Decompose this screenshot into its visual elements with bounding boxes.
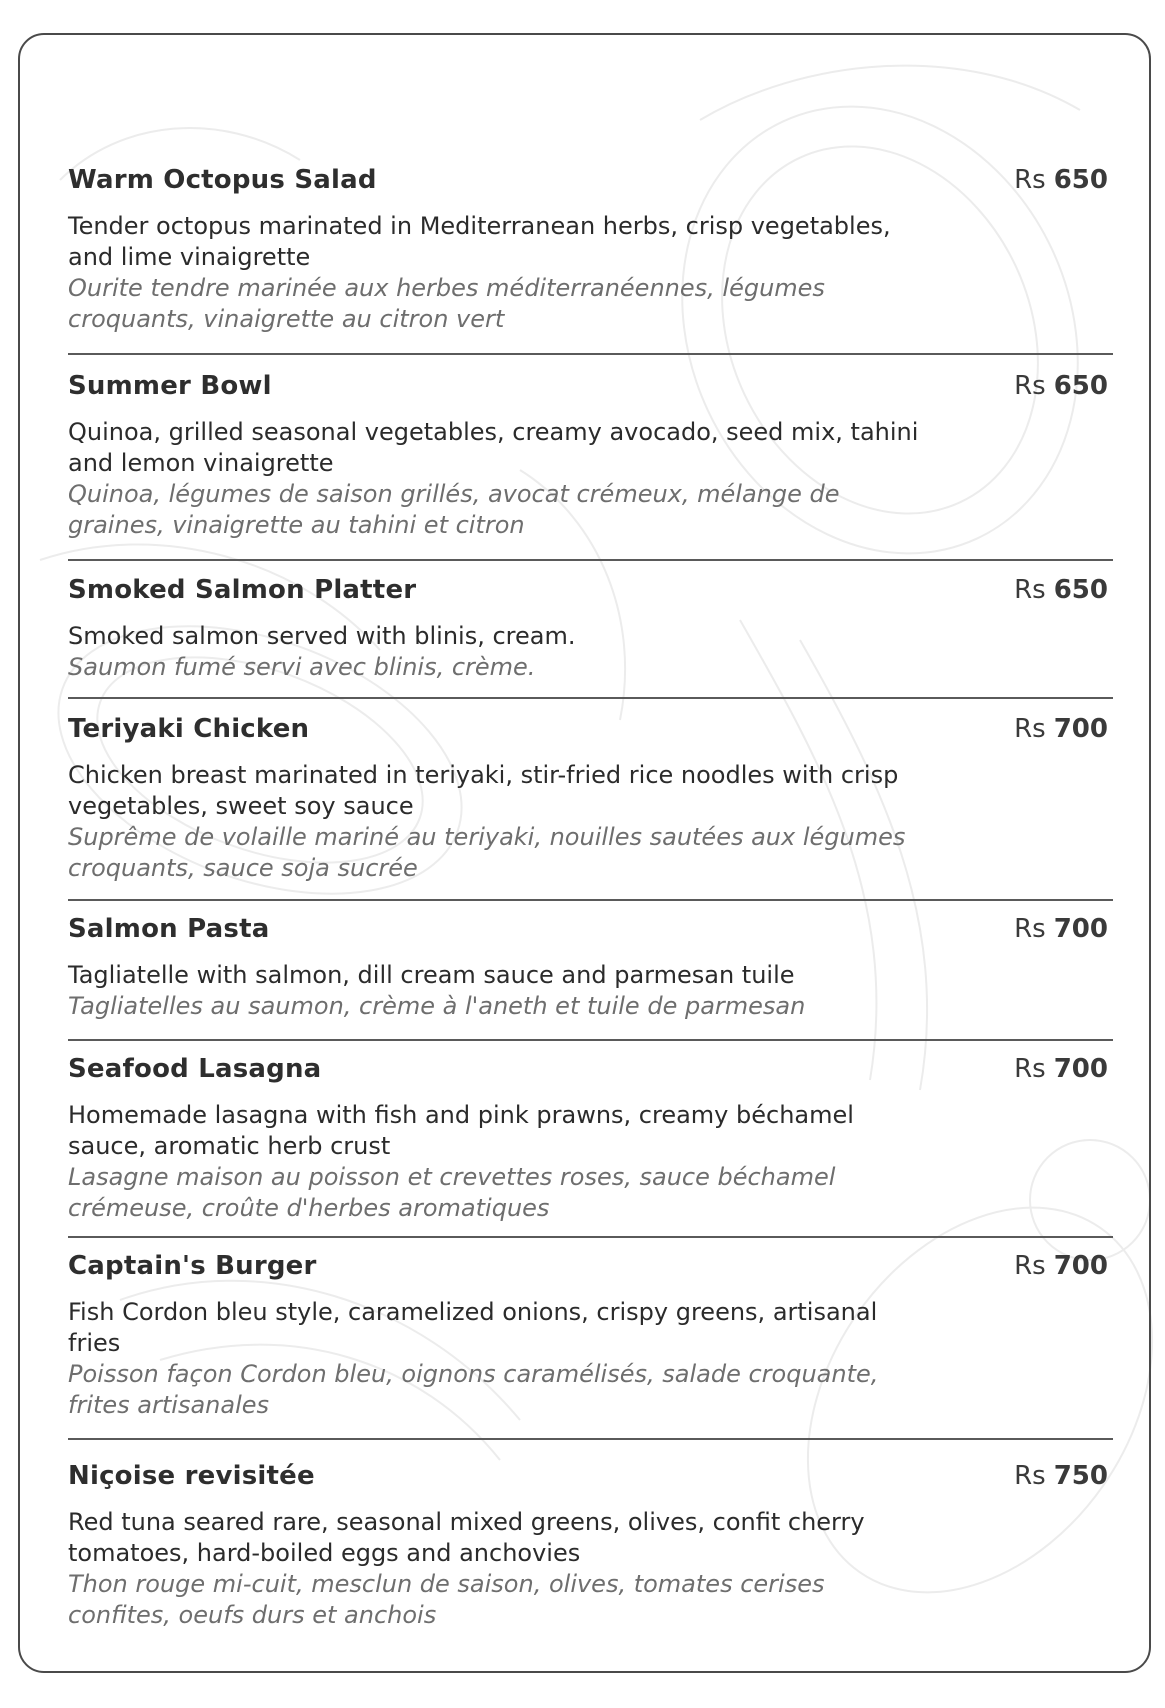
currency-label: Rs — [1014, 914, 1046, 944]
item-divider — [68, 353, 1113, 355]
dish-name: Salmon Pasta — [68, 914, 270, 944]
dish-description — [68, 760, 928, 884]
currency-label: Rs — [1014, 165, 1046, 195]
price-amount: 650 — [1053, 371, 1108, 401]
item-divider — [68, 1438, 1113, 1440]
dish-description — [68, 621, 928, 683]
currency-label: Rs — [1014, 714, 1046, 744]
item-divider — [68, 1236, 1113, 1238]
description-french: Poisson façon Cordon bleu, oignons caramélisés, salade croquante, frites artisanales — [68, 1360, 879, 1419]
currency-label: Rs — [1014, 1251, 1046, 1281]
price-amount: 650 — [1053, 165, 1108, 195]
dish-name: Summer Bowl — [68, 371, 272, 401]
dish-name: Warm Octopus Salad — [68, 165, 377, 195]
dish-name: Niçoise revisitée — [68, 1461, 315, 1491]
dish-price — [1014, 714, 1108, 744]
dish-name: Smoked Salmon Platter — [68, 575, 417, 605]
price-amount: 700 — [1053, 1054, 1108, 1084]
description-french: Ourite tendre marinée aux herbes méditerranéennes, légumes croquants, vinaigrette au citron vert — [68, 274, 825, 333]
dish-name: Teriyaki Chicken — [68, 714, 310, 744]
dish-price — [1014, 165, 1108, 195]
price-amount: 700 — [1053, 914, 1108, 944]
description-english: Tagliatelle with salmon, dill cream sauce and parmesan tuile — [68, 961, 795, 989]
description-french: Suprême de volaille mariné au teriyaki, nouilles sautées aux légumes croquants, sauce soja sucrée — [68, 823, 906, 882]
description-french: Thon rouge mi-cuit, mesclun de saison, olives, tomates cerises confites, oeufs durs et anchois — [68, 1570, 825, 1629]
dish-description — [68, 1297, 928, 1421]
dish-description — [68, 417, 928, 541]
description-french: Quinoa, légumes de saison grillés, avocat crémeux, mélange de graines, vinaigrette au tahini et citron — [68, 480, 840, 539]
description-english: Smoked salmon served with blinis, cream. — [68, 622, 576, 650]
dish-description — [68, 1100, 928, 1224]
dish-price — [1014, 371, 1108, 401]
description-english: Quinoa, grilled seasonal vegetables, creamy avocado, seed mix, tahini and lemon vinaigrette — [68, 418, 919, 477]
description-english: Tender octopus marinated in Mediterranean herbs, crisp vegetables, and lime vinaigrette — [68, 212, 891, 271]
description-english: Chicken breast marinated in teriyaki, stir-fried rice noodles with crisp vegetables, sweet soy sauce — [68, 761, 899, 820]
dish-description — [68, 1507, 928, 1631]
description-french: Saumon fumé servi avec blinis, crème. — [68, 653, 536, 681]
currency-label: Rs — [1014, 575, 1046, 605]
description-french: Tagliatelles au saumon, crème à l'aneth et tuile de parmesan — [68, 992, 806, 1020]
dish-price — [1014, 1251, 1108, 1281]
description-english: Homemade lasagna with fish and pink prawns, creamy béchamel sauce, aromatic herb crust — [68, 1101, 854, 1160]
dish-price — [1014, 1054, 1108, 1084]
item-divider — [68, 1039, 1113, 1041]
price-amount: 750 — [1053, 1461, 1108, 1491]
item-divider — [68, 697, 1113, 699]
dish-description — [68, 211, 928, 335]
price-amount: 650 — [1053, 575, 1108, 605]
item-divider — [68, 899, 1113, 901]
item-divider — [68, 559, 1113, 561]
dish-price — [1014, 1461, 1108, 1491]
dish-price — [1014, 914, 1108, 944]
price-amount: 700 — [1053, 714, 1108, 744]
currency-label: Rs — [1014, 371, 1046, 401]
dish-description — [68, 960, 928, 1022]
description-english: Fish Cordon bleu style, caramelized onions, crispy greens, artisanal fries — [68, 1298, 878, 1357]
dish-price — [1014, 575, 1108, 605]
currency-label: Rs — [1014, 1461, 1046, 1491]
dish-name: Captain's Burger — [68, 1251, 317, 1281]
description-french: Lasagne maison au poisson et crevettes roses, sauce béchamel crémeuse, croûte d'herbes aromatiques — [68, 1163, 836, 1222]
description-english: Red tuna seared rare, seasonal mixed greens, olives, confit cherry tomatoes, hard-boiled eggs and anchovies — [68, 1508, 865, 1567]
price-amount: 700 — [1053, 1251, 1108, 1281]
dish-name: Seafood Lasagna — [68, 1054, 322, 1084]
currency-label: Rs — [1014, 1054, 1046, 1084]
